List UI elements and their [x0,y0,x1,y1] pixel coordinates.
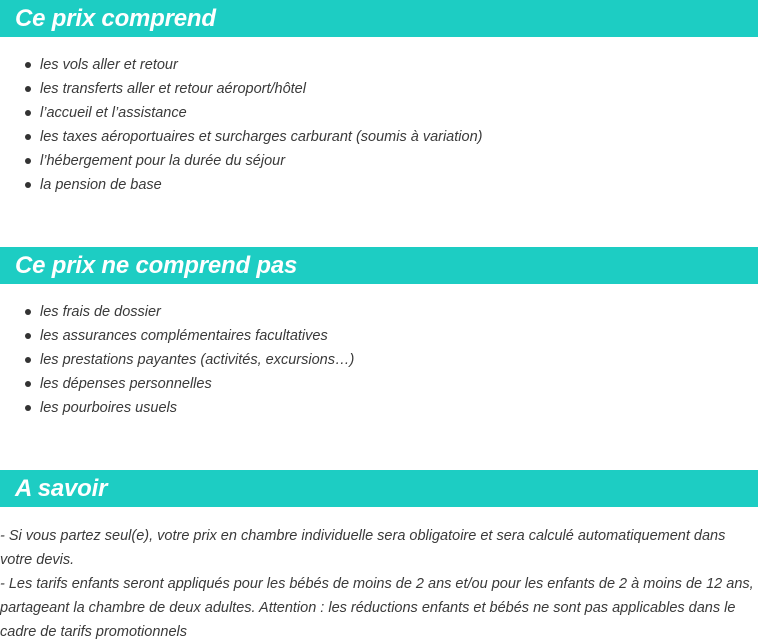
list-item [0,101,482,125]
bullet-icon [25,182,31,188]
list-item [0,173,482,197]
bullet-icon [25,62,31,68]
includes-header [0,0,758,37]
info-paragraph: - Si vous partez seul(e), votre prix en chambre individuelle sera obligatoire et sera calculé automatiquement dans votre devis. [0,528,726,568]
list-item-label: les vols aller et retour [40,57,178,73]
info-title: A savoir [15,475,108,502]
bullet-icon [25,86,31,92]
list-item [0,372,354,396]
list-item-label: les frais de dossier [40,304,161,320]
info-header [0,470,758,507]
list-item [0,324,354,348]
includes-title: Ce prix comprend [15,5,216,32]
bullet-icon [25,333,31,339]
bullet-icon [25,158,31,164]
list-item [0,300,354,324]
list-item-label: les assurances complémentaires facultatives [40,328,328,344]
list-item [0,149,482,173]
info-paragraph: - Les tarifs enfants seront appliqués pour les bébés de moins de 2 ans et/ou pour les enfants de 2 à moins de 12 ans, partageant la chambre de deux adultes. Attention : les réductions enfants et bébés ne sont pas applicables dans le cadre de tarifs promotionnels [0,576,754,640]
list-item [0,348,354,372]
list-item [0,53,482,77]
bullet-icon [25,357,31,363]
includes-list [0,53,482,197]
bullet-icon [25,110,31,116]
bullet-icon [25,134,31,140]
list-item-label: les prestations payantes (activités, excursions…) [40,352,355,368]
list-item [0,396,354,420]
bullet-icon [25,381,31,387]
info-text [0,524,758,644]
excludes-header [0,247,758,284]
list-item-label: l’hébergement pour la durée du séjour [40,153,286,169]
list-item [0,125,482,149]
excludes-list [0,300,354,420]
bullet-icon [25,309,31,315]
list-item-label: l’accueil et l’assistance [40,105,187,121]
bullet-icon [25,405,31,411]
list-item-label: les dépenses personnelles [40,376,212,392]
list-item-label: les transferts aller et retour aéroport/hôtel [40,81,306,97]
list-item-label: les taxes aéroportuaires et surcharges carburant (soumis à variation) [40,129,483,145]
list-item-label: les pourboires usuels [40,400,178,416]
list-item-label: la pension de base [40,177,162,193]
list-item [0,77,482,101]
excludes-title: Ce prix ne comprend pas [15,252,298,279]
